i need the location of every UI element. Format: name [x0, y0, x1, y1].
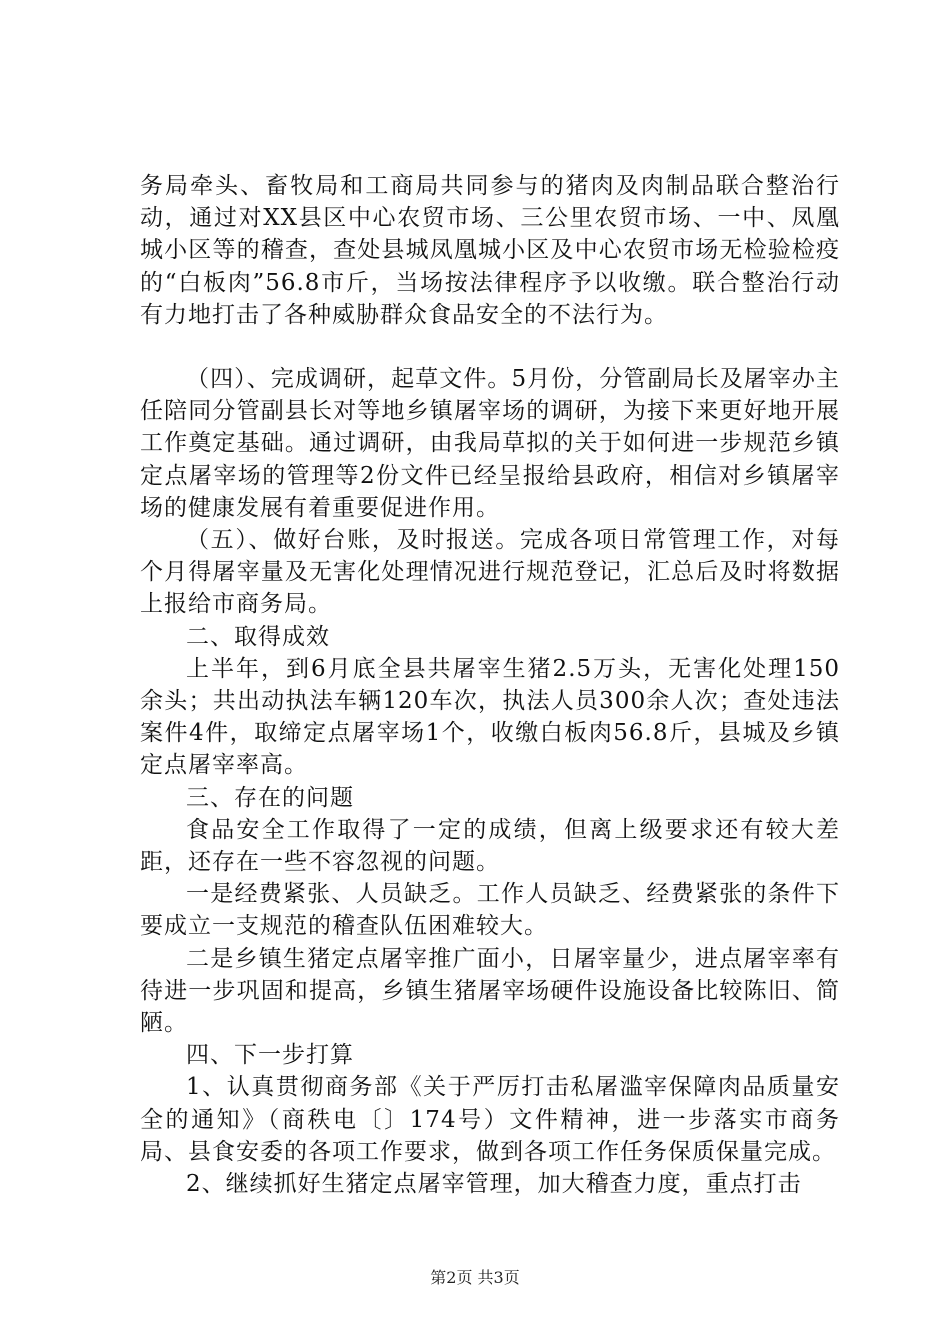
section-heading-problems: 三、存在的问题: [186, 784, 354, 811]
document-body: [140, 170, 840, 1200]
paragraph-ledger-reporting: （五）、做好台账，及时报送。完成各项日常管理工作，对每个月得屠宰量及无害化处理情况进行规范登记，汇总后及时将数据上报给市商务局。: [140, 527, 840, 618]
paragraph-problem-township: 二是乡镇生猪定点屠宰推广面小，日屠宰量少，进点屠宰率有待进一步巩固和提高，乡镇生猪屠宰场硬件设施设备比较陈旧、简陋。: [140, 945, 840, 1037]
page-number-label: 第2页 共3页: [430, 1268, 520, 1287]
paragraph-results: 上半年，到6月底全县共屠宰生猪2.5万头，无害化处理150余头；共出动执法车辆120车次，执法人员300余人次；查处违法案件4件，取缔定点屠宰场1个，收缴白板肉56.8斤，县城及乡镇定点屠宰率高。: [140, 655, 840, 779]
paragraph-problem-funding: 一是经费紧张、人员缺乏。工作人员缺乏、经费紧张的条件下要成立一支规范的稽查队伍困难较大。: [140, 881, 840, 940]
section-heading-results: 二、取得成效: [186, 623, 330, 650]
section-heading-next-steps: 四、下一步打算: [186, 1042, 354, 1069]
paragraph-next-step-2: 2、继续抓好生猪定点屠宰管理，加大稽查力度，重点打击: [186, 1171, 802, 1198]
paragraph-problems-intro: 食品安全工作取得了一定的成绩，但离上级要求还有较大差距，还存在一些不容忽视的问题。: [140, 816, 840, 876]
paragraph-next-step-1: 1、认真贯彻商务部《关于严厉打击私屠滥宰保障肉品质量安全的通知》（商秩电〔〕174号）文件精神，进一步落实市商务局、县食安委的各项工作要求，做到各项工作任务保质保量完成。: [140, 1074, 840, 1165]
paragraph-research-drafting: （四）、完成调研，起草文件。5月份，分管副局长及屠宰办主任陪同分管副县长对等地乡镇屠宰场的调研，为接下来更好地开展工作奠定基础。通过调研，由我局草拟的关于如何进一步规范乡镇定点屠宰场的管理等2份文件已经呈报给县政府，相信对乡镇屠宰场的健康发展有着重要促进作用。: [140, 366, 840, 521]
page-footer: [0, 1268, 950, 1288]
paragraph-joint-rectification: 务局牵头、畜牧局和工商局共同参与的猪肉及肉制品联合整治行动，通过对XX县区中心农贸市场、三公里农贸市场、一中、凤凰城小区等的稽查，查处县城凤凰城小区及中心农贸市场无检验检疫的“白板肉”56.8市斤，当场按法律程序予以收缴。联合整治行动有力地打击了各种威胁群众食品安全的不法行为。: [140, 173, 840, 328]
